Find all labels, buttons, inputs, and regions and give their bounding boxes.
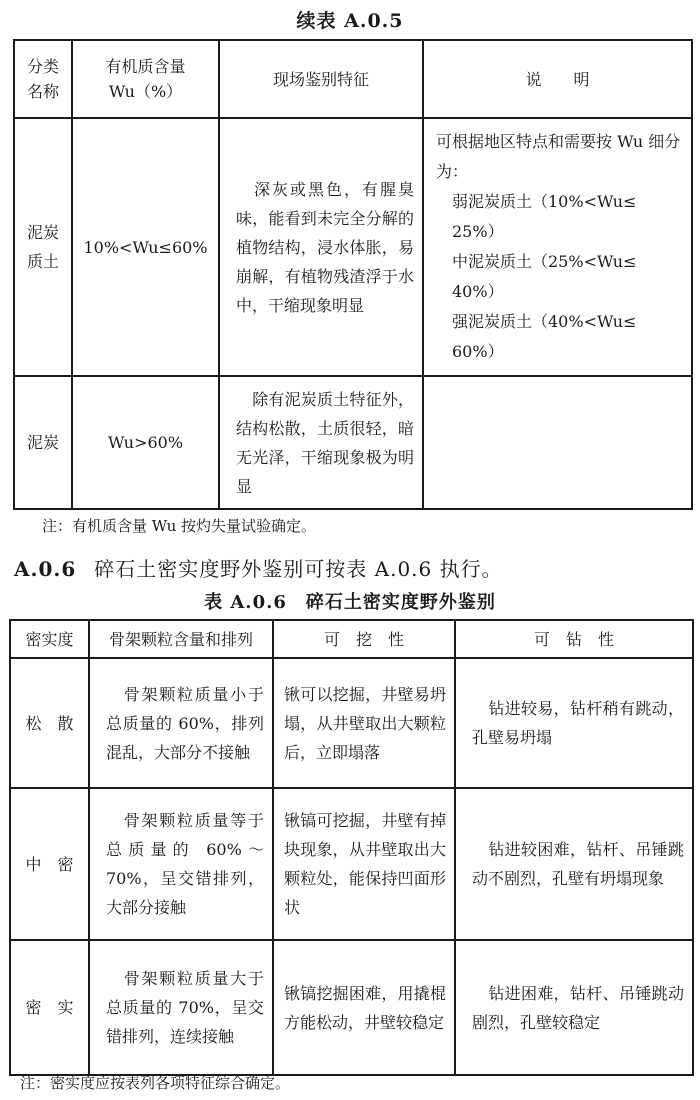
header-organic-content: 有机质含量 Wu（%） <box>72 40 219 118</box>
content-cell: 10%<Wu≤60% <box>72 118 219 376</box>
table-header-row <box>14 40 692 118</box>
category-cell: 泥炭 <box>14 376 72 509</box>
skeleton-cell: 骨架颗粒质量等于总质量的 60%～70%，呈交错排列，大部分接触 <box>89 788 273 940</box>
table-row <box>14 376 692 509</box>
header-field-features: 现场鉴别特征 <box>219 40 423 118</box>
section-number: A.0.6 <box>14 557 77 581</box>
skeleton-cell: 骨架颗粒质量小于总质量的 60%，排列混乱，大部分不接触 <box>89 658 273 788</box>
remarks-line: 强泥炭质土（40%<Wu≤ 60%） <box>452 312 637 361</box>
feature-cell: 深灰或黑色，有腥臭味，能看到未完全分解的植物结构，浸水体胀，易崩解，有植物残渣浮于水中，干缩现象明显 <box>219 118 423 376</box>
header-remarks: 说 明 <box>423 40 692 118</box>
header-category: 分类 名称 <box>14 40 72 118</box>
feature-cell: 除有泥炭质土特征外，结构松散，土质很轻，暗无光泽，干缩现象极为明显 <box>219 376 423 509</box>
skeleton-cell: 骨架颗粒质量大于总质量的 70%，呈交错排列，连续接触 <box>89 940 273 1075</box>
drill-cell: 钻进困难，钻杆、吊锤跳动剧烈，孔壁较稳定 <box>455 940 693 1075</box>
table-note: 注：有机质含量 Wu 按灼失量试验确定。 <box>42 517 317 535</box>
continued-caption: 续表 A.0.5 <box>296 10 404 32</box>
remarks-cell <box>423 376 692 509</box>
remarks-line: 中泥炭质土（25%<Wu≤ 40%） <box>452 252 637 301</box>
header-diggability: 可 挖 性 <box>273 620 455 658</box>
content-cell: Wu>60% <box>72 376 219 509</box>
remarks-cell <box>423 118 692 376</box>
remarks-line: 可根据地区特点和需要按 Wu 细分为： <box>436 132 681 181</box>
drill-cell: 钻进较易，钻杆稍有跳动，孔壁易坍塌 <box>455 658 693 788</box>
header-drillability: 可 钻 性 <box>455 620 693 658</box>
density-cell: 密 实 <box>10 940 89 1075</box>
header-skeleton: 骨架颗粒含量和排列 <box>89 620 273 658</box>
density-cell: 中 密 <box>10 788 89 940</box>
soil-classification-table <box>13 39 693 510</box>
table-note: 注：密实度应按表列各项特征综合确定。 <box>20 1074 291 1092</box>
drill-cell: 钻进较困难，钻杆、吊锤跳动不剧烈，孔壁有坍塌现象 <box>455 788 693 940</box>
dig-cell: 锹镐可挖掘，井壁有掉块现象，从井壁取出大颗粒处，能保持凹面形状 <box>273 788 455 940</box>
remarks-line: 弱泥炭质土（10%<Wu≤ 25%） <box>452 192 637 241</box>
table-header-row <box>10 620 693 658</box>
gravel-density-table <box>9 619 694 1076</box>
section-heading <box>14 553 503 582</box>
table-row <box>10 788 693 940</box>
dig-cell: 锹镐挖掘困难，用撬棍方能松动，井壁较稳定 <box>273 940 455 1075</box>
density-cell: 松 散 <box>10 658 89 788</box>
header-density: 密实度 <box>10 620 89 658</box>
table-title: 表 A.0.6 碎石土密实度野外鉴别 <box>204 592 496 613</box>
table-row <box>10 940 693 1075</box>
table-row <box>14 118 692 376</box>
dig-cell: 锹可以挖掘，井壁易坍塌，从井壁取出大颗粒后，立即塌落 <box>273 658 455 788</box>
category-cell: 泥炭 质土 <box>14 118 72 376</box>
table-row <box>10 658 693 788</box>
section-text: 碎石土密实度野外鉴别可按表 A.0.6 执行。 <box>94 557 503 581</box>
